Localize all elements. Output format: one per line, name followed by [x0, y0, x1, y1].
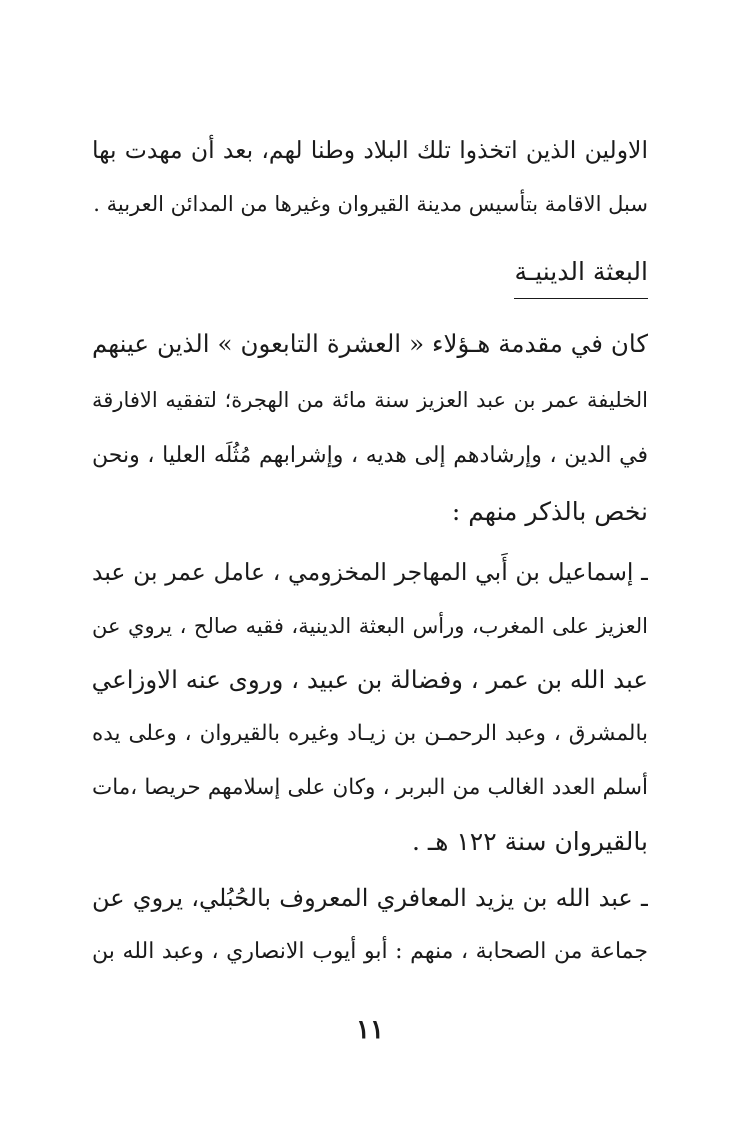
paragraph-1-line-2: الخليفة عمر بن عبد العزيز سنة مائة من الهجرة؛ لتفقيه الافارقة — [92, 388, 648, 412]
paragraph-1-line-3: في الدين ، وإرشادهم إلى هديه ، وإشرابهم مُثُلَه العليا ، ونحن — [92, 443, 648, 468]
paragraph-2-line-1: ـ إسماعيل بن أَبي المهاجر المخزومي ، عامل عمر بن عبد — [92, 558, 648, 586]
paragraph-2-line-6: بالقيروان سنة ١٢٢ هـ . — [412, 827, 648, 856]
intro-line-2: سبل الاقامة بتأسيس مدينة القيروان وغيرها من المدائن العربية . — [93, 192, 648, 216]
intro-line-1: الاولين الذين اتخذوا تلك البلاد وطنا لهم، بعد أن مهدت بها — [92, 136, 648, 164]
section-heading: البعثة الدينيـة — [514, 250, 648, 299]
paragraph-3-line-1: ـ عبد الله بن يزيد المعافري المعروف بالحُبُلي، يروي عن — [92, 884, 648, 912]
paragraph-1-line-4: نخص بالذكر منهم : — [451, 497, 648, 526]
page-number: ١١ — [356, 1015, 384, 1045]
paragraph-2-line-2: العزيز على المغرب، ورأس البعثة الدينية، فقيه صالح ، يروي عن — [92, 614, 648, 638]
paragraph-1-line-1: كان في مقدمة هـؤلاء « العشرة التابعون » الذين عينهم — [92, 329, 648, 358]
paragraph-2-line-4: بالمشرق ، وعبد الرحمـن بن زيـاد وغيره بالقيروان ، وعلى يده — [92, 721, 648, 746]
paragraph-2-line-5: أسلم العدد الغالب من البربر ، وكان على إسلامهم حريصا ،مات — [92, 775, 648, 800]
paragraph-2-line-3: عبد الله بن عمر ، وفضالة بن عبيد ، وروى عنه الاوزاعي — [92, 665, 648, 694]
paragraph-3-line-2: جماعة من الصحابة ، منهم : أبو أيوب الانصاري ، وعبد الله بن — [92, 939, 648, 964]
